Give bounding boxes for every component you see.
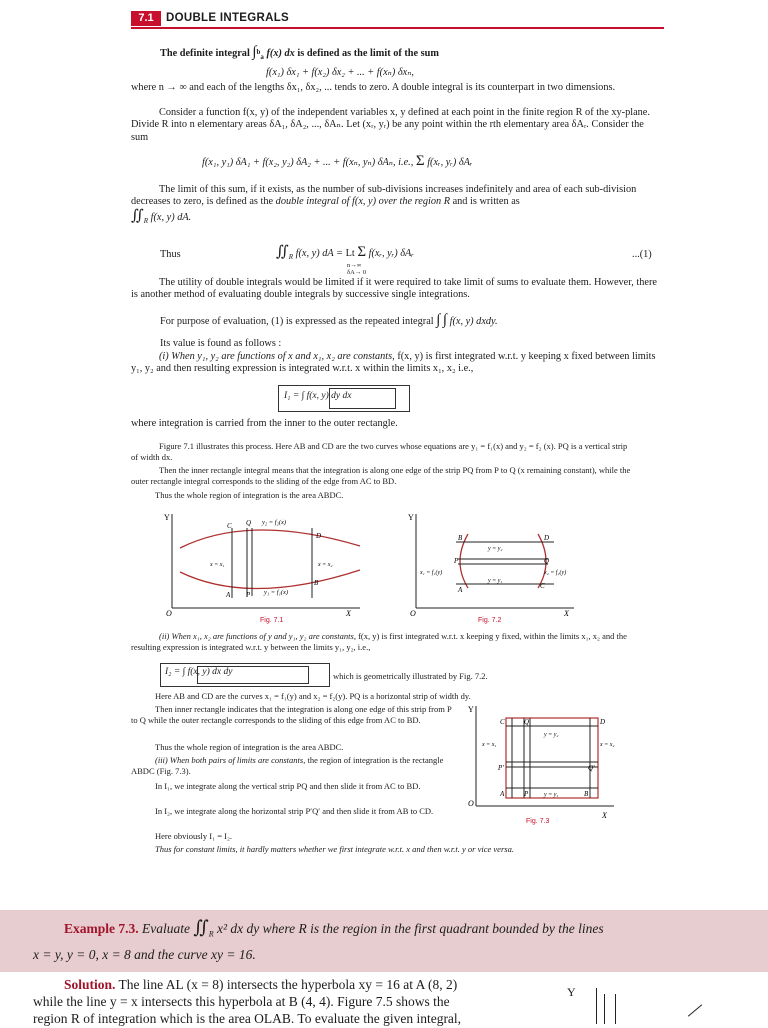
para-fig71: Figure 7.1 illustrates this process. Here AB and CD are the two curves whose equations are y₁ = f₁(x) and y₂ = f₂ (x). PQ is a vertical strip of width dx. (131, 441, 628, 462)
label-p: P (454, 557, 459, 565)
outer-rect (506, 718, 598, 798)
integral-sign-icon: ∫ (442, 312, 448, 328)
label-q: Q (524, 718, 530, 726)
chapter-title: DOUBLE INTEGRALS (166, 12, 289, 24)
para-case-two: (ii) When x₁, x₂ are functions of y and y₁, y₂ are constants, f(x, y) is first integrated w.r.t. x keeping y fixed, within the limits x₁, x₂ and the resulting expression is integrated w.r.t. y between the limits y₁, y₂, i.e., (131, 631, 627, 652)
label-q: Q (544, 557, 550, 565)
eq1-rhs: f(xᵣ, yᵣ) δAᵣ (368, 248, 414, 259)
label-x1: x₁ = f₁(y) (420, 570, 443, 576)
sigma-icon: Σ (357, 244, 367, 260)
chapter-number: 7.1 (131, 11, 161, 26)
para-found: Its value is found as follows : (160, 338, 282, 349)
label-y1: y₁ = f₁(x) (264, 589, 289, 596)
label-c: C (500, 718, 505, 726)
label-pp: P′ (498, 764, 504, 772)
para-purpose-line (160, 314, 498, 328)
label-d: D (544, 534, 550, 542)
label-yy1: y = y₁ (488, 578, 503, 584)
label-yy1: y = y₁ (544, 792, 559, 798)
def-tail: is defined as the limit of the sum (297, 48, 439, 59)
para-where: where n → ∞ and each of the lengths δx₁, δx₂, ... tends to zero. A double integral is its counterpart in two dimensions. (131, 82, 616, 93)
label-yy2: y = y₂ (544, 732, 559, 738)
upper-curve (180, 530, 360, 548)
eq1-under: n→∞ δA→ 0 (347, 262, 367, 276)
fig-y-label: Y (567, 985, 576, 999)
sum-two: f(x₁, y₁) δA₁ + f(x₂, y₂) δA₂ + ... + f(xₙ, yₙ) δAₙ, i.e., (202, 157, 414, 168)
label-d: D (600, 718, 606, 726)
double-integral-icon: ∬ (276, 244, 289, 260)
label-c: C (540, 582, 545, 590)
label-o: O (468, 799, 474, 808)
label-a: A (500, 790, 505, 798)
solution-line-one (64, 976, 457, 994)
para-limit: The limit of this sum, if it exists, as the number of sub-divisions increases indefinitely and area of each sub-division decreases to zero, is defined as the double integral of f(x, y) over the region R and is written as (131, 184, 637, 208)
solution-line-three: region R of integration which is the area OLAB. To evaluate the given integral, (33, 1011, 462, 1026)
double-integral-line: $∬_R$ f(x, y) dA. (131, 208, 192, 226)
double-integral-icon: ∬ (193, 917, 209, 937)
para-utility: The utility of double integrals would be limited if it were required to take limit of sums to evaluate them. However, there is another method of evaluating double integrals by successive single integrations. (131, 277, 657, 301)
para-constant: Thus for constant limits, it hardly matters whether we first integrate w.r.t. x and then w.r.t. y or vice versa. (155, 844, 514, 854)
example-integrand: x² dx dy (216, 921, 260, 936)
thus-label: Thus (160, 249, 181, 260)
fig-y-axis (596, 988, 597, 1024)
figure-7-1 (160, 508, 370, 618)
solution-text-one: The line AL (x = 8) intersects the hyperbola xy = 16 at A (8, 2) (118, 977, 458, 992)
label-y2: y₂ = f₂(x) (262, 519, 287, 526)
example-evaluate: Evaluate (142, 921, 190, 936)
i2-expression: I₂ = ∫ f(x, y) dx dy (165, 667, 233, 677)
label-p: P (246, 591, 251, 599)
label-x2: x₂ = f₂(y) (544, 570, 567, 576)
label-x1: x = x₁ (482, 742, 497, 748)
label-x2: x = x₂ (600, 742, 615, 748)
figure-7-3 (464, 700, 624, 820)
para-in-i1: In I₁, we integrate along the vertical strip PQ and then slide it from AC to BD. (155, 781, 421, 791)
label-a: A (458, 586, 463, 594)
def-integrand: f(x) dx (266, 48, 295, 59)
label-x: X (346, 609, 351, 618)
header-rule (131, 27, 664, 29)
label-d: D (316, 532, 322, 540)
para-consider: Consider a function f(x, y) of the independent variables x, y defined at each point in the finite region R of the xy-plane. Divide R into n elementary areas δA₁, δA₂, ..., δAₙ. Let (xᵣ, yᵣ) be any point within the rth elementary area δAᵣ. Consider the sum (131, 107, 650, 143)
example-line-one: Example 7.3. Evaluate $∬_R$ x² dx dy where R is the region in the first quadrant bounded by the lines (64, 917, 604, 939)
label-c: C (227, 522, 232, 530)
label-qp: Q′ (588, 764, 595, 772)
para-inner: where integration is carried from the inner to the outer rectangle. (131, 418, 398, 429)
fig-line (688, 1004, 702, 1016)
label-x2: x = x₂ (318, 562, 333, 568)
para-case-three: (iii) When both pairs of limits are constants, the region of integration is the rectangle ABDC (Fig. 7.3). (131, 755, 444, 776)
fig-7-1-caption: Fig. 7.1 (260, 617, 284, 624)
para-inner-rect: Then the inner rectangle integral means that the integration is along one edge of the strip PQ from P to Q (x remaining constant), while the outer rectangle integral corresponds to the sliding of the edge from AC to BD. (131, 465, 631, 486)
example-text-b: where R is the region in the first quadrant bounded by the lines (262, 921, 604, 936)
para-purpose: For purpose of evaluation, (1) is expressed as the repeated integral (160, 316, 434, 327)
label-x: X (564, 609, 569, 618)
integral-sign-icon: ∫ (252, 44, 257, 60)
example-label: Example 7.3. (64, 921, 139, 936)
def-intro: The definite integral (160, 48, 250, 59)
integral-sign-icon: ∫ (436, 312, 441, 328)
para-whole-two: Thus the whole region of integration is the area ABDC. (155, 742, 344, 752)
label-a: A (226, 591, 231, 599)
label-o: O (166, 609, 172, 618)
label-b: B (314, 579, 319, 587)
sum-one: f(x₁) δx₁ + f(x₂) δx₂ + ... + f(xₙ) δxₙ, (266, 67, 414, 78)
fig-7-3-caption: Fig. 7.3 (526, 818, 550, 825)
solution-label: Solution. (64, 977, 116, 992)
eq1-lhs: f(x, y) dA = (295, 248, 343, 259)
definition-line: The definite integral ∫$^b_a$ f(x) dx is defined as the limit of the sum (160, 44, 439, 62)
label-y: Y (164, 513, 170, 522)
lower-curve (180, 570, 360, 589)
fig-7-2-caption: Fig. 7.2 (478, 617, 502, 624)
double-integral-icon: ∬ (131, 208, 144, 224)
figure-7-2 (404, 508, 584, 618)
label-q: Q (246, 519, 252, 527)
label-yy2: y = y₂ (488, 546, 503, 552)
repeated-expr: f(x, y) dxdy. (449, 316, 498, 327)
para-obvious: Here obviously I₁ = I₂. (155, 831, 233, 841)
label-x: X (602, 811, 607, 820)
para-case-one: (i) When y₁, y₂ are functions of x and x₁, x₂ are constants, f(x, y) is first integrated w.r.t. y keeping x fixed between limits y₁, y₂ and then resulting expression is integrated w.r.t. x within the limits x₁, x₂ i.e., (131, 351, 656, 375)
i1-expression: I₁ = ∫ f(x, y) dy dx (284, 391, 352, 401)
solution-line-two: while the line y = x intersects this hyperbola at B (4, 4). Figure 7.5 shows the (33, 994, 450, 1009)
para-here: Here AB and CD are the curves x₁ = f₁(y) and x₂ = f₂(y). PQ is a horizontal strip of width dy. (155, 691, 471, 701)
label-b: B (584, 790, 589, 798)
label-x1: x = x₁ (210, 562, 225, 568)
para-then: Then inner rectangle indicates that the integration is along one edge of this strip from P to Q while the outer rectangle corresponds to the sliding of this edge from AC to BD. (131, 704, 452, 725)
i2-tail: which is geometrically illustrated by Fig. 7.2. (333, 671, 488, 681)
double-integral-expr: f(x, y) dA. (150, 212, 192, 223)
example-line-two: x = y, y = 0, x = 8 and the curve xy = 16. (33, 947, 256, 962)
label-y: Y (468, 705, 474, 714)
equation-one: $∬_R$ f(x, y) dA = Lt Σ f(xᵣ, yᵣ) δAᵣ (276, 244, 414, 262)
eq1-lt: Lt (345, 248, 355, 259)
para-in-i2: In I₂, we integrate along the horizontal strip P′Q′ and then slide it from AB to CD. (155, 806, 434, 816)
sum-two-tail: f(xᵣ, yᵣ) δAᵣ (427, 157, 473, 168)
label-p: P (524, 790, 529, 798)
fig-strip (604, 994, 616, 1024)
label-y: Y (408, 513, 414, 522)
label-b: B (458, 534, 463, 542)
sum-two-line (202, 155, 472, 169)
sigma-icon: Σ (415, 153, 425, 169)
label-o: O (410, 609, 416, 618)
para-whole-one: Thus the whole region of integration is the area ABDC. (155, 490, 344, 500)
eq1-number: ...(1) (632, 249, 652, 260)
